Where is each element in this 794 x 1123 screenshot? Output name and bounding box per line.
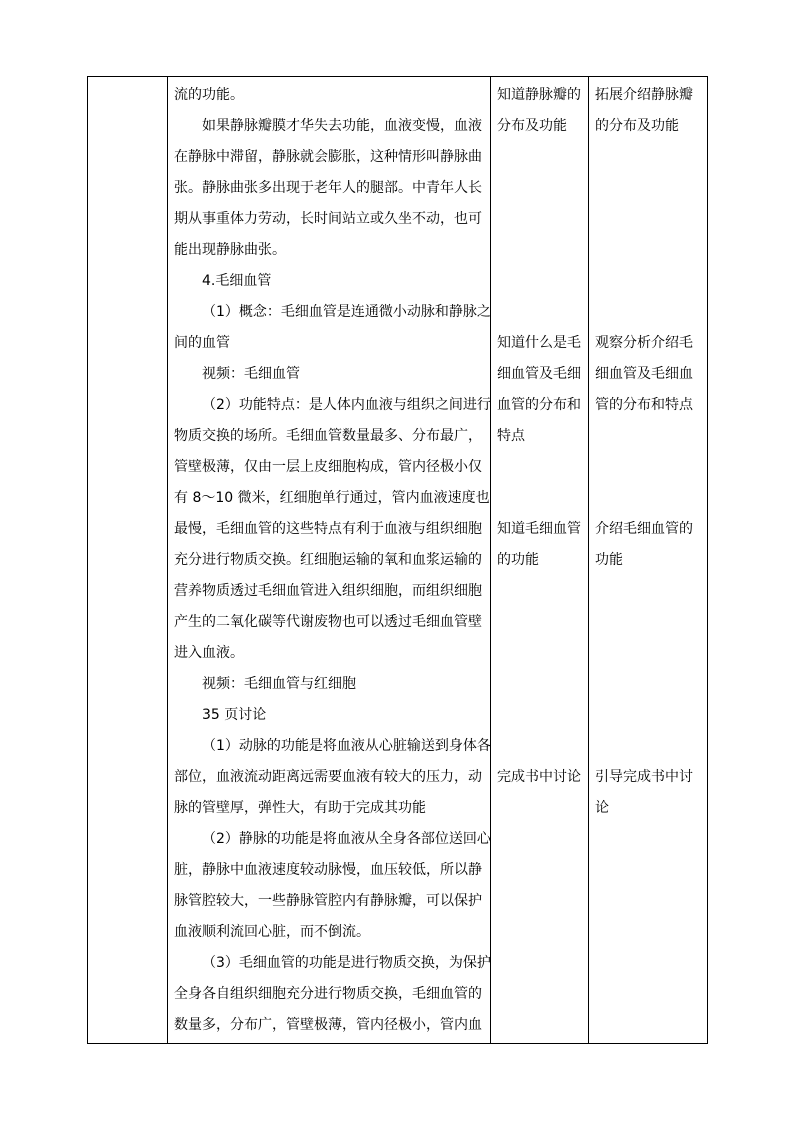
student-line: 知道毛细血管 — [497, 521, 581, 537]
teacher-line: 引导完成书中讨 — [595, 769, 693, 785]
content-line: 管壁极薄，仅由一层上皮细胞构成，管内径极小仅 — [174, 459, 482, 475]
student-line: 血管的分布和 — [497, 397, 581, 413]
content-line: 期从事重体力劳动，长时间站立或久坐不动，也可 — [174, 211, 482, 227]
teacher-activity-cell — [589, 77, 708, 1044]
video-note: 视频：毛细血管与红细胞 — [202, 676, 356, 692]
content-line: 部位，血液流动距离远需要血液有较大的压力，动 — [174, 769, 482, 785]
teacher-line: 的分布及功能 — [595, 118, 679, 134]
content-line: 血液顺利流回心脏，而不倒流。 — [174, 924, 370, 940]
student-line: 知道静脉瓣的 — [497, 87, 581, 103]
content-line: 全身各自组织细胞充分进行物质交换，毛细血管的 — [174, 986, 482, 1002]
content-line: 脏，静脉中血液速度较动脉慢，血压较低，所以静 — [174, 862, 482, 878]
content-line: 如果静脉瓣膜才华失去功能，血液变慢，血液 — [202, 118, 482, 134]
content-line: 数量多，分布广，管壁极薄，管内径极小，管内血 — [174, 1017, 482, 1033]
content-line: （3）毛细血管的功能是进行物质交换，为保护 — [202, 955, 491, 971]
student-line: 细血管及毛细 — [497, 366, 581, 382]
student-activity-cell — [491, 77, 589, 1044]
student-line: 分布及功能 — [497, 118, 567, 134]
blank-column-cell — [88, 77, 168, 1044]
content-line: （1）动脉的功能是将血液从心脏输送到身体各 — [202, 738, 491, 754]
content-line: 能出现静脉曲张。 — [174, 242, 286, 258]
content-line: 物质交换的场所。毛细血管数量最多、分布最广， — [174, 428, 482, 444]
table-row — [88, 77, 708, 1044]
teacher-line: 细血管及毛细血 — [595, 366, 693, 382]
student-line: 知道什么是毛 — [497, 335, 581, 351]
content-line: （2）功能特点：是人体内血液与组织之间进行 — [202, 397, 491, 413]
video-note: 视频：毛细血管 — [202, 366, 300, 382]
content-line: 充分进行物质交换。红细胞运输的氧和血浆运输的 — [174, 552, 482, 568]
content-line: 在静脉中滞留，静脉就会膨胀，这种情形叫静脉曲 — [174, 149, 482, 165]
content-line: （1）概念：毛细血管是连通微小动脉和静脉之 — [202, 304, 491, 320]
lesson-table — [87, 76, 708, 1044]
content-line: 脉管腔较大，一些静脉管腔内有静脉瓣，可以保护 — [174, 893, 482, 909]
content-line: 营养物质透过毛细血管进入组织细胞，而组织细胞 — [174, 583, 482, 599]
discussion-heading: 35 页讨论 — [202, 707, 267, 723]
teacher-line: 拓展介绍静脉瓣 — [595, 87, 693, 103]
content-line: 间的血管 — [174, 335, 230, 351]
content-line: 张。静脉曲张多出现于老年人的腿部。中青年人长 — [174, 180, 482, 196]
content-line: 有 8～10 微米，红细胞单行通过，管内血液速度也 — [174, 490, 490, 506]
content-line: 最慢，毛细血管的这些特点有利于血液与组织细胞 — [174, 521, 482, 537]
teacher-line: 论 — [595, 800, 609, 816]
teacher-line: 介绍毛细血管的 — [595, 521, 693, 537]
student-line: 特点 — [497, 428, 525, 444]
student-line: 完成书中讨论 — [497, 769, 581, 785]
content-line: 流的功能。 — [174, 87, 244, 103]
teacher-line: 管的分布和特点 — [595, 397, 693, 413]
content-line: 脉的管壁厚，弹性大，有助于完成其功能 — [174, 800, 426, 816]
teacher-line: 观察分析介绍毛 — [595, 335, 693, 351]
section-heading: 4.毛细血管 — [202, 273, 272, 289]
student-line: 的功能 — [497, 552, 539, 568]
teacher-line: 功能 — [595, 552, 623, 568]
content-line: 产生的二氧化碳等代谢废物也可以透过毛细血管壁 — [174, 614, 482, 630]
content-column-cell — [168, 77, 491, 1044]
content-line: （2）静脉的功能是将血液从全身各部位送回心 — [202, 831, 491, 847]
content-line: 进入血液。 — [174, 645, 244, 661]
